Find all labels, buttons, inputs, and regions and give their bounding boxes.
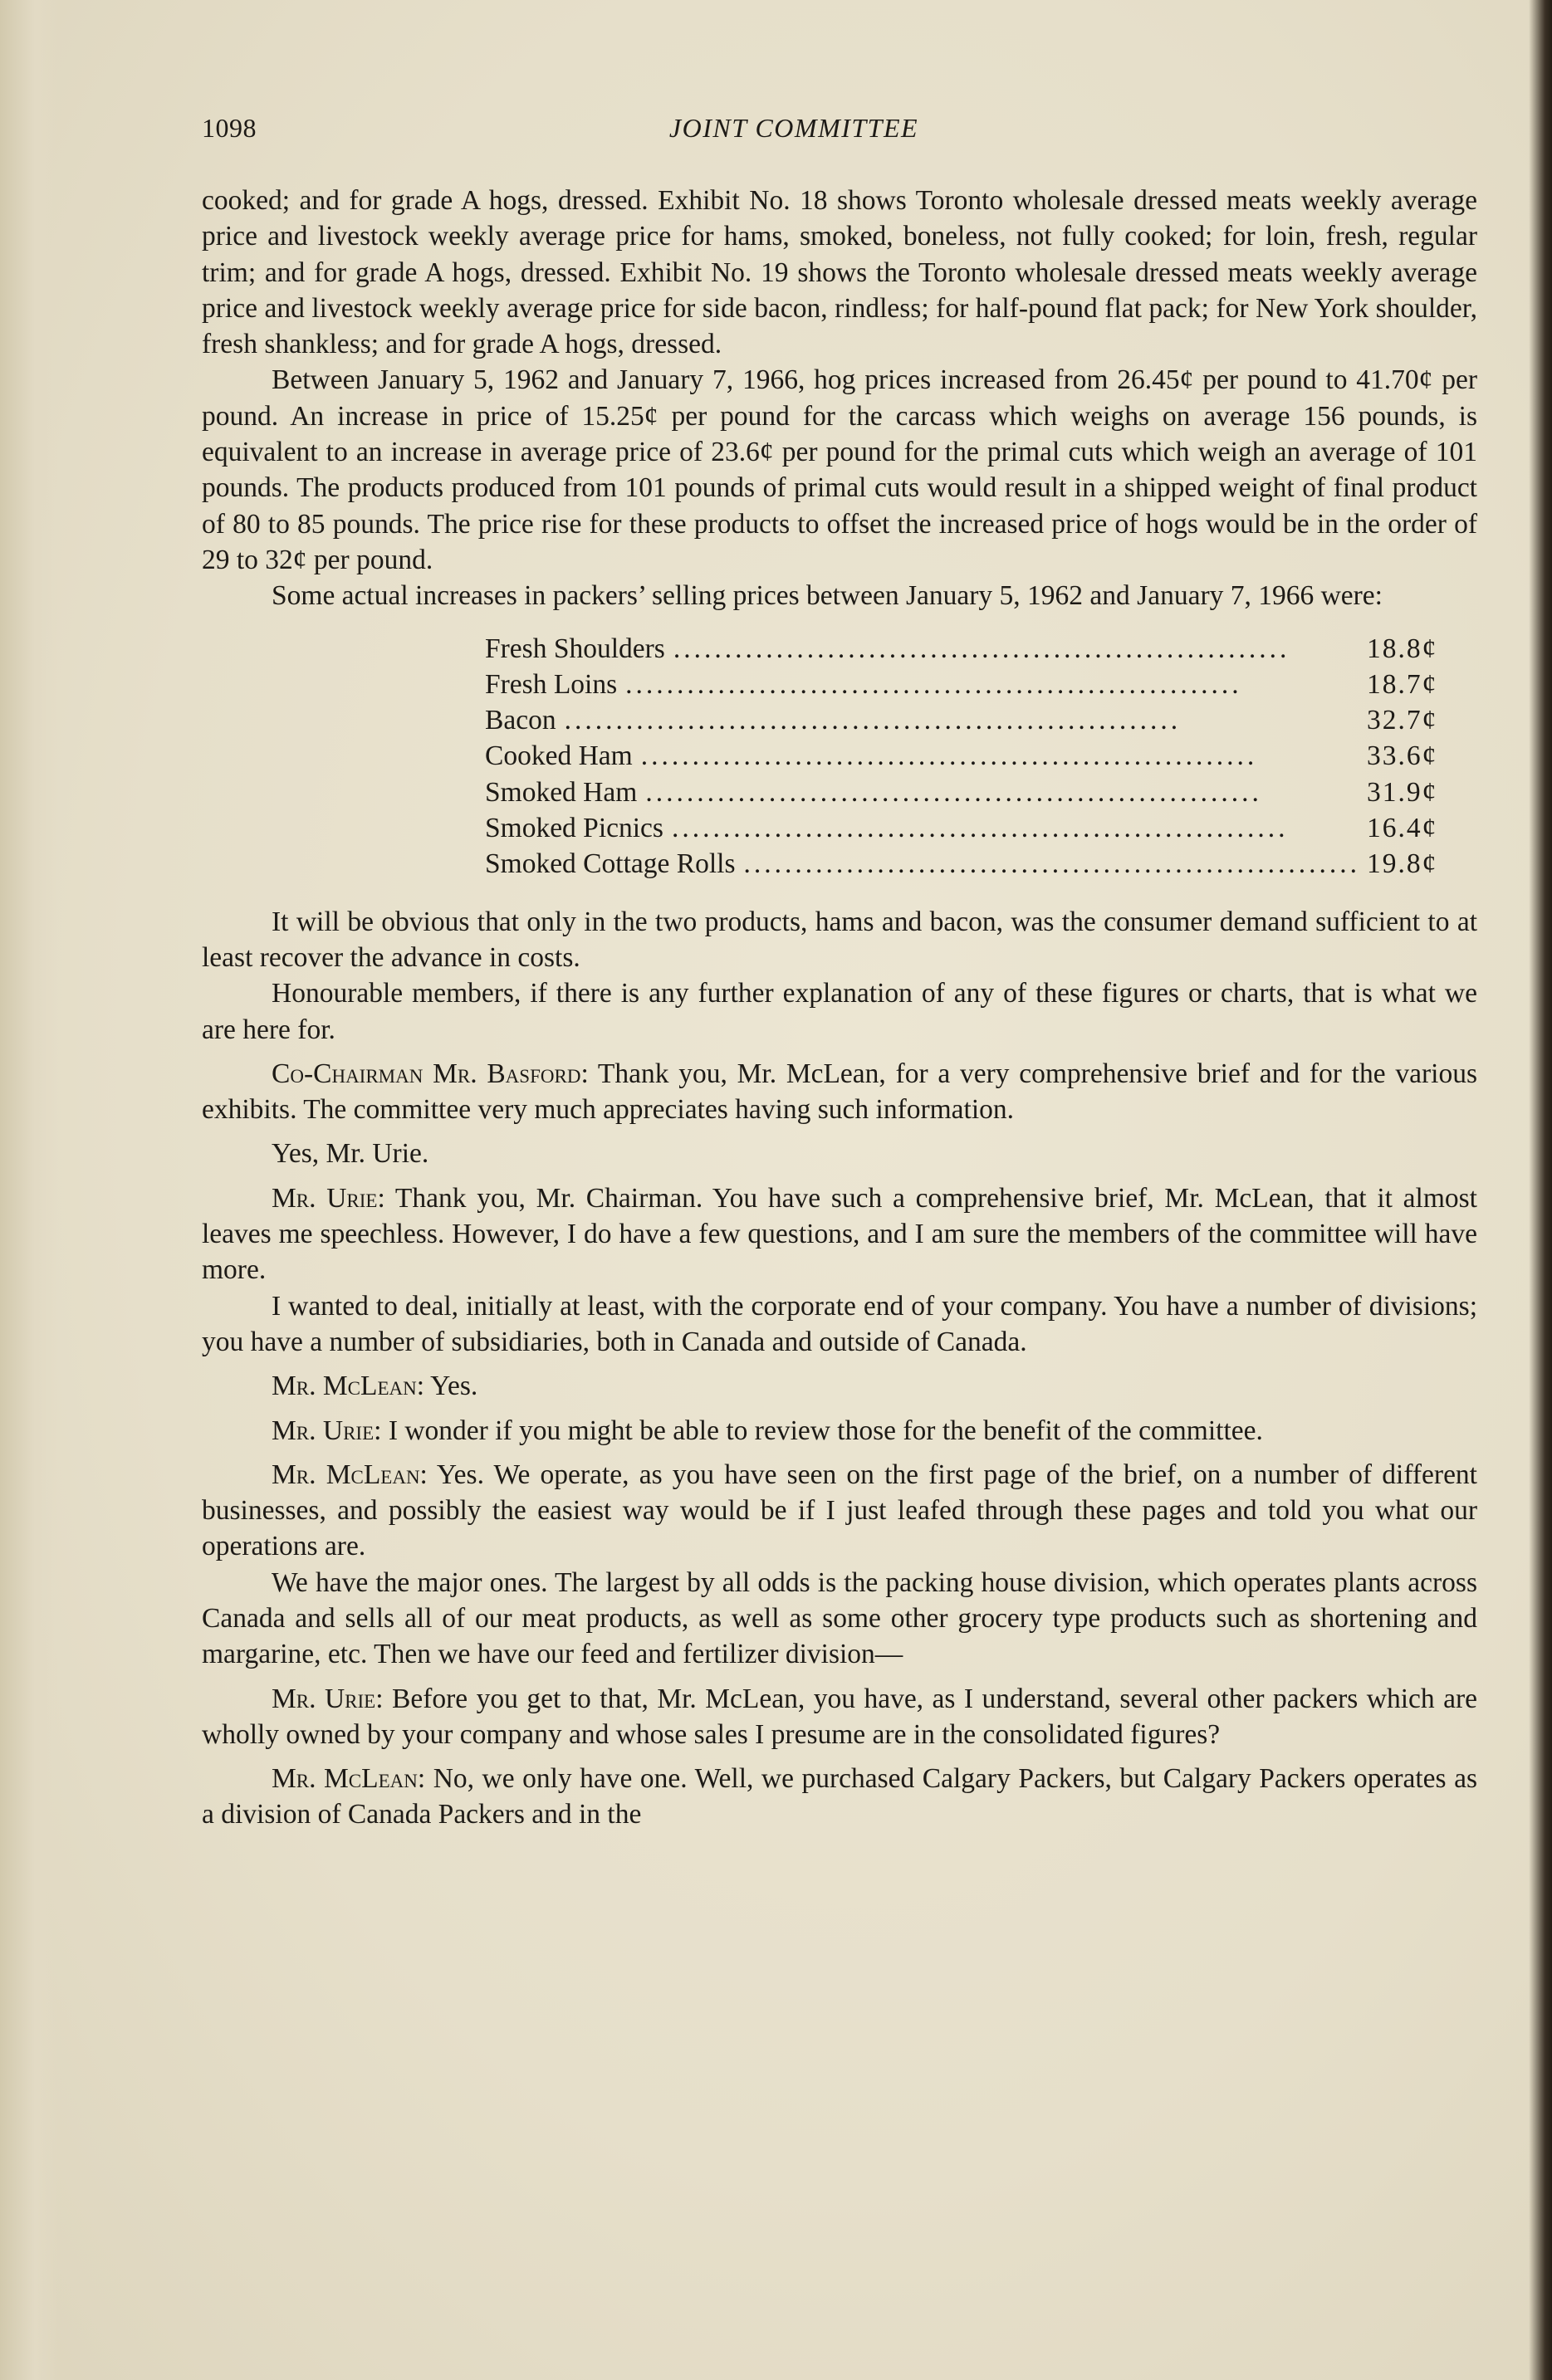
price-increase-value: 18.7¢ (1367, 668, 1438, 700)
leader-dots: ............................................................ (673, 633, 1290, 664)
leader-dots: ............................................................ (645, 776, 1262, 808)
price-item-name: Cooked Ham (485, 740, 633, 772)
speaker-name: Co-Chairman Mr. Basford: (272, 1058, 589, 1089)
leader-dots: ............................................................ (640, 740, 1258, 772)
paragraph: Some actual increases in packers’ selling prices between January 5, 1962 and January 7, 1966 were: (272, 580, 1383, 612)
price-increase-value: 32.7¢ (1367, 705, 1438, 736)
paragraph (202, 1681, 1477, 1753)
speaker-name: Mr. McLean: (272, 1459, 428, 1490)
paragraph (202, 1413, 1477, 1449)
price-increase-value: 18.8¢ (1367, 633, 1438, 664)
price-row (485, 631, 1437, 667)
leader-dots: ............................................................ (625, 668, 1242, 700)
price-row (485, 738, 1437, 774)
price-row (485, 810, 1437, 846)
speaker-name: Mr. McLean: (272, 1763, 426, 1795)
speaker-name: Mr. Urie: (272, 1182, 385, 1214)
paragraph: cooked; and for grade A hogs, dressed. Exhibit No. 18 shows Toronto wholesale dressed meats weekly average price and livestock weekly average price for hams, smoked, boneless, not fully cooked; for loin, fresh, regular trim; and for grade A hogs, dressed. Exhibit No. 19 shows the Toronto wholesale dressed meats weekly average price and livestock weekly average price for side bacon, rindless; for half-pound flat pack; for New York shoulder, fresh shankless; and for grade A hogs, dressed. (202, 185, 1477, 360)
leader-dots: ............................................................ (564, 705, 1182, 736)
price-item-name: Fresh Shoulders (485, 633, 665, 664)
speaker-name: Mr. Urie: (272, 1683, 384, 1714)
page-edge-shadow (1529, 0, 1552, 2380)
body-text (202, 183, 1477, 1833)
price-row (485, 775, 1437, 810)
paragraph (202, 1457, 1477, 1565)
leader-dots: ............................................................ (671, 813, 1289, 844)
price-row (485, 702, 1437, 738)
paragraph: Between January 5, 1962 and January 7, 1966, hog prices increased from 26.45¢ per pound to 41.70¢ per pound. An increase in price of 15.25¢ per pound for the carcass which weighs on average 156 pounds, is equivalent to an increase in average price of 23.6¢ per pound for the primal cuts which weigh an average of 101 pounds. The products produced from 101 pounds of primal cuts would result in a shipped weight of final product of 80 to 85 pounds. The price rise for these products to offset the increased price of hogs would be in the order of 29 to 32¢ per pound. (202, 364, 1477, 575)
paragraph: It will be obvious that only in the two products, hams and bacon, was the consumer demand sufficient to at least recover the advance in costs. (202, 906, 1477, 973)
price-item-name: Bacon (485, 705, 556, 736)
paragraph (202, 1180, 1477, 1288)
paragraph: Honourable members, if there is any further explanation of any of these figures or charts, that is what we are here for. (202, 978, 1477, 1045)
speech-text: Yes. (424, 1371, 478, 1402)
speaker-name: Mr. Urie: (272, 1415, 382, 1446)
price-item-name: Smoked Ham (485, 776, 638, 808)
speech-text: No, we only have one. Well, we purchased Calgary Packers, but Calgary Packers operates as a division of Canada Packers and in the (202, 1763, 1477, 1830)
price-item-name: Smoked Cottage Rolls (485, 848, 736, 880)
speech-text: I wonder if you might be able to review those for the benefit of the committee. (381, 1415, 1263, 1446)
paragraph: I wanted to deal, initially at least, with the corporate end of your company. You have a number of divisions; you have a number of subsidiaries, both in Canada and outside of Canada. (202, 1290, 1477, 1357)
price-increase-value: 19.8¢ (1367, 848, 1438, 880)
price-item-name: Fresh Loins (485, 668, 618, 700)
leader-dots: ............................................................ (743, 848, 1360, 880)
paragraph (202, 1761, 1477, 1833)
price-increase-value: 31.9¢ (1367, 776, 1438, 808)
speech-text: Before you get to that, Mr. McLean, you have, as I understand, several other packers which are wholly owned by your company and whose sales I presume are in the consolidated figures? (202, 1683, 1477, 1750)
price-row (485, 667, 1437, 702)
price-row (485, 846, 1437, 882)
price-item-name: Smoked Picnics (485, 813, 663, 844)
paragraph: We have the major ones. The largest by all odds is the packing house division, which operates plants across Canada and sells all of our meat products, as well as some other grocery type products such as shortening and margarine, etc. Then we have our feed and fertilizer division— (202, 1566, 1477, 1670)
speaker-name: Mr. McLean: (272, 1371, 425, 1402)
paragraph (202, 1056, 1477, 1128)
paragraph (202, 1368, 1477, 1404)
price-increase-value: 16.4¢ (1367, 813, 1438, 844)
price-increase-value: 33.6¢ (1367, 740, 1438, 772)
page-gutter-shadow (0, 0, 58, 2380)
speech-text: Yes. We operate, as you have seen on the first page of the brief, on a number of different businesses, and possibly the easiest way would be if I just leafed through these pages and told you what our operations are. (202, 1459, 1477, 1562)
speech-text: Thank you, Mr. Chairman. You have such a comprehensive brief, Mr. McLean, that it almost leaves me speechless. However, I do have a few questions, and I am sure the members of the committee will have more. (202, 1182, 1477, 1286)
page-header (202, 113, 1477, 149)
speech-text: Thank you, Mr. McLean, for a very comprehensive brief and for the various exhibits. The committee very much appreciates having such information. (202, 1058, 1477, 1126)
price-increase-table (485, 631, 1437, 882)
paragraph: Yes, Mr. Urie. (272, 1138, 429, 1170)
page-number: 1098 (202, 113, 257, 143)
running-head: JOINT COMMITTEE (668, 113, 919, 143)
